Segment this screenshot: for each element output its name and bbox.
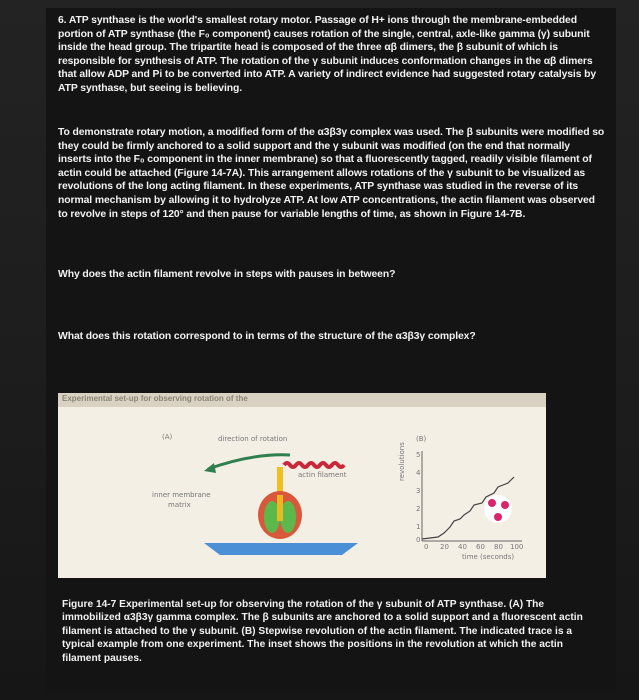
inset-dot-2: [501, 501, 509, 509]
x-tick-20: 20: [440, 543, 449, 551]
x-tick-80: 80: [494, 543, 503, 551]
x-tick-100: 100: [510, 543, 524, 551]
y-tick-3: 3: [416, 487, 421, 495]
question-structure: What does this rotation correspond to in terms of the structure of the α3β3γ complex?: [58, 331, 476, 342]
figure-drawing: [58, 393, 546, 578]
y-tick-4: 4: [416, 469, 421, 477]
rotation-arrow: [208, 455, 290, 469]
y-tick-5: 5: [416, 451, 421, 459]
figure-caption: Figure 14-7 Experimental set-up for observing the rotation of the γ subunit of ATP synthase. (A) The immobilized α3β3γ gamma complex. The β subunits are anchored to a solid support and a fluorescent actin filament is attached to the γ subunit. (B) Stepwise revolution of the actin filament. The indicated trace is a typical example from one experiment. The inset shows the positions in the revolution at which the actin filament pauses.: [62, 599, 583, 664]
y-axis-label: revolutions: [398, 442, 406, 481]
question-why-steps: Why does the actin filament revolve in steps with pauses in between?: [58, 269, 396, 280]
direction-label: direction of rotation: [218, 435, 288, 443]
y-tick-2: 2: [416, 505, 421, 513]
panel-a-label: (A): [162, 433, 173, 441]
question-6-paragraph-2: To demonstrate rotary motion, a modified form of the α3β3γ complex was used. The β subunits were modified so they could be firmly anchored to a solid support and the γ subunit was modified (on the end that normally inserts into the F₀ component in the inner membrane) so that a fluorescently tagged, readily visible filament of actin could be attached (Figure 14-7A). This arrangement allows rotations of the γ subunit to be visualized as revolutions of the long acting filament. In these experiments, ATP synthase was studied in the reverse of its normal mechanism by allowing it to hydrolyze ATP. At low ATP concentrations, the actin filament was observed to revolve in steps of 120° and then pause for variable lengths of time, as shown in Figure 14-7B.: [58, 127, 605, 220]
gamma-axle: [277, 495, 283, 521]
actin-filament: [284, 463, 344, 467]
x-tick-40: 40: [458, 543, 467, 551]
matrix-label: matrix: [168, 501, 191, 509]
x-tick-0: 0: [424, 543, 429, 551]
x-axis-label: time (seconds): [462, 553, 515, 561]
y-tick-1: 1: [416, 523, 421, 531]
gamma-subunit: [277, 467, 283, 495]
x-tick-60: 60: [476, 543, 485, 551]
solid-support: [204, 543, 358, 555]
panel-b-label: (B): [416, 435, 427, 443]
figure-strip-text: Experimental set-up for observing rotation of the: [62, 394, 248, 403]
actin-label: actin filament: [298, 471, 347, 479]
y-tick-0: 0: [416, 536, 421, 544]
figure-14-7: [58, 393, 546, 578]
inset-dot-3: [494, 513, 502, 521]
textbook-page: [46, 8, 616, 694]
membrane-label: inner membrane: [152, 491, 211, 499]
question-6-paragraph-1: 6. ATP synthase is the world's smallest rotary motor. Passage of H+ ions through the membrane-embedded portion of ATP synthase (the F₀ component) causes rotation of the single, central, axle-like gamma (γ) subunit inside the head group. The tripartite head is composed of the three αβ dimers, the β subunit of which is responsible for synthesis of ATP. The rotation of the γ subunit induces conformation changes in the αβ dimers that allow ADP and Pi to be converted into ATP. A variety of indirect evidence had suggested rotary catalysis by ATP synthase, but seeing is believing.: [58, 15, 597, 94]
inset-dot-1: [488, 499, 496, 507]
rotation-arrowhead: [204, 463, 216, 473]
